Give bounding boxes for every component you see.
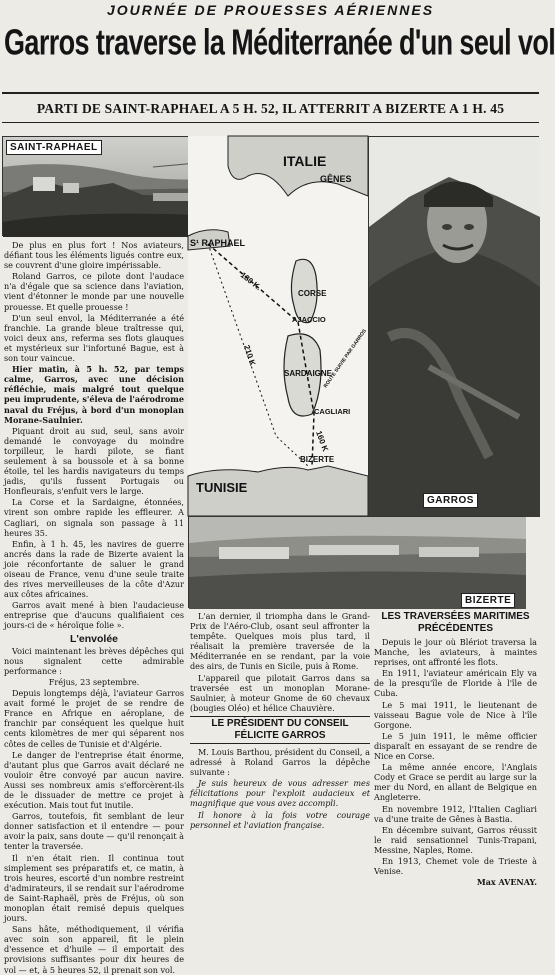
bizerte-photo [188, 516, 525, 608]
left-para-6: La Corse et la Sardaigne, étonnées, virent son ombre rapide les effleurer. A Cagliari, on signala son passage à 11 heures 35. [4, 497, 184, 538]
map-label-cagliari: CAGLIARI [314, 407, 351, 416]
right-para-1: Depuis le jour où Blériot traversa la Manche, les aviateurs, à maintes reprises, ont affronté les flots. [374, 637, 537, 668]
kicker: JOURNÉE DE PROUESSES AÉRIENNES [106, 2, 435, 18]
subheadline-rule [2, 122, 539, 123]
left-para-5: Piquant droit au sud, seul, sans avoir demandé le convoyage du moindre torpilleur, le hardi pilote, se fiant seulement à sa boussole et à sa bonne étoile, tel les hardis navigateurs du temps jadis, qu'ils fussent Portugais ou Honfleurais, s'enfuit vers le large. [4, 425, 184, 497]
middle-para-2: L'appareil que pilotait Garros dans sa traversée est un monoplan Morane-Saulnier, à moteur Gnome de 60 chevaux (bougies Oléo) et hélice Chauvière. [190, 672, 370, 713]
left-para-14: Sans hâte, méthodiquement, il vérifia avec soin son appareil, fit le plein d'essence et d'huile — il emportait des provisions suffisantes pour dix heures de vol — et, à 5 heures 52, il prenait son vol. [4, 924, 184, 975]
right-para-3: Le 5 mai 1911, le lieutenant de vaisseau Bague vole de Nice à l'île Gorgone. [374, 699, 537, 730]
map-label-tunisie: TUNISIE [196, 480, 248, 495]
left-para-11: Le danger de l'entreprise était énorme, d'autant plus que Garros avait déclaré ne vouloir être convoyé par aucun navire. Aussi ses nombreux amis s'efforcèrent-ils de le dissuader de mettre ce projet à exécution. Mais tout fut inutile. [4, 749, 184, 811]
map-distance-1: 180 K. [238, 270, 263, 293]
middle-quote-2: Il honore à la fois votre courage personnel et l'aviation française. [190, 809, 370, 830]
right-para-4: Le 5 juin 1911, le même officier disparaît en essayant de se rendre de Nice en Corse. [374, 730, 537, 762]
route-map [188, 136, 368, 516]
left-para-12: Garros, toutefois, fit semblant de leur donner satisfaction et il entendre — pour avoir la paix, sans doute — qu'il renonçait à tenter la traversée. [4, 811, 184, 852]
left-para-9: Voici maintenant les brèves dépêches qui nous signalent cette admirable performance : [4, 645, 184, 676]
left-para-3: D'un seul envol, la Méditerranée a été franchie. La grande bleue traîtresse qui, voici deux ans, referma ses flots glauques et mystérieux sur l'infortuné Bague, est à son tour vaincue. [4, 312, 184, 364]
dateline: Fréjus, 23 septembre. [48, 676, 140, 687]
left-para-4: Hier matin, à 5 h. 52, par temps calme, Garros, avec une décision réfléchie, mais malgré tout quelque peu imprudente, s'éleva de l'aérodrome naval du Fréjus, à bord d'un monoplan Morane-Saulnier. [4, 364, 184, 425]
subheadline: PARTI DE SAINT-RAPHAEL A 5 H. 52, IL ATTERRIT A BIZERTE A 1 H. 45 [36, 101, 505, 116]
left-para-1: De plus en plus fort ! Nos aviateurs, défiant tous les éléments ligués contre eux, se couvrent d'une gloire impérissable. [4, 240, 184, 271]
bizerte-label: BIZERTE [461, 593, 515, 608]
right-para-8: En 1913, Chemet vole de Trieste à Venise. [374, 855, 537, 877]
middle-quote-1: Je suis heureux de vous adresser mes félicitations pour l'exploit audacieux et magnifique que vous avez accompli. [190, 778, 370, 809]
left-para-7: Enfin, à 1 h. 45, les navires de guerre ancrés dans la rade de Bizerte avaient la joie réconfortante de saluer le grand oiseau de France, venu d'une seule traite des rives merveilleuses de la côte d'Azur aux côtes africaines. [4, 538, 184, 600]
map-label-sardaigne: SARDAIGNE [284, 369, 333, 378]
right-para-6: En novembre 1912, l'Italien Cagliari va d'une traite de Gênes à Bastia. [374, 803, 537, 824]
left-para-2: Roland Garros, ce pilote dont l'audace n'a d'égale que sa science dans l'aviation, vient d'étonner le monde par une nouvelle prouesse. Et quelle prouesse ! [4, 271, 184, 312]
route-map-drawing [188, 136, 368, 516]
middle-para-1: L'an dernier, il triompha dans le Grand-Prix de l'Aéro-Club, osant seul affronter la tempête. Quelques mois plus tard, il réalisait la première traversée de la Méditerranée en se rendant, par la voie des airs, de Tunis en Sicile, puis à Rome. [190, 611, 370, 672]
map-label-italie: ITALIE [283, 153, 327, 169]
president-title: LE PRÉSIDENT DU CONSEIL FÉLICITE GARROS [190, 716, 370, 744]
map-label-corse: CORSE [298, 289, 327, 298]
map-label-bizerte: BIZERTE [300, 455, 335, 464]
envolee-title: L'envolée [69, 632, 118, 645]
middle-para-3: M. Louis Barthou, président du Conseil, a adressé à Roland Garros la dépêche suivante : [190, 746, 370, 778]
map-label-st-raphael: S¹ RAPHAEL [190, 238, 246, 248]
article-right-column [374, 611, 537, 888]
garros-portrait-photo [368, 136, 539, 516]
signature: Max AVENAY. [476, 877, 537, 888]
map-route-label: ROUTE SUIVIE PAR GARROS [322, 328, 368, 390]
headline: Garros traverse la Méditerranée d'un seul vol [4, 22, 555, 63]
garros-label: GARROS [423, 493, 478, 508]
map-distance-2: 210 K [242, 343, 258, 367]
left-para-10: Depuis longtemps déjà, l'aviateur Garros avait formé le projet de se rendre de France en Afrique en aéroplane, de franchir par conséquent les quelque huit cents kilomètres de mer qui séparent nos côtes de celles de Tunisie et d'Algérie. [4, 688, 184, 749]
saint-raphael-label: SAINT-RAPHAEL [6, 140, 102, 155]
left-para-13: Il n'en était rien. Il continua tout simplement ses préparatifs et, ce matin, à trois heures, escorté d'un nombre restreint d'admirateurs, il se rendait sur l'aérodrome de Saint-Raphaël, près de Fréjus, où son monoplan était remisé depuis quelques jours. [4, 852, 184, 924]
article-middle-column [190, 611, 370, 830]
map-label-ajaccio: AJACCIO [292, 315, 326, 324]
left-para-8: Garros avait mené à bien l'audacieuse entreprise que d'aucuns qualifiaient ces jours-ci de « héroïque folie ». [4, 600, 184, 631]
map-distance-3: 160 K [314, 429, 330, 453]
right-para-2: En 1911, l'aviateur américain Ely va de la presqu'île de Floride à l'île de Cuba. [374, 668, 537, 699]
garros-portrait-image [369, 137, 540, 517]
map-label-genes: GÊNES [320, 174, 352, 184]
right-para-5: La même année encore, l'Anglais Cody et Grace se perdit au large sur la mer du Nord, en allant de Belgique en Angleterre. [374, 762, 537, 803]
right-para-7: En décembre suivant, Garros réussit le raid sensationnel Tunis-Trapani, Messine, Naples, Rome. [374, 824, 537, 855]
traversees-title: LES TRAVERSÉES MARITIMES PRÉCÉDENTES [381, 611, 530, 634]
headline-rule [2, 92, 539, 94]
article-left-column [4, 240, 184, 975]
